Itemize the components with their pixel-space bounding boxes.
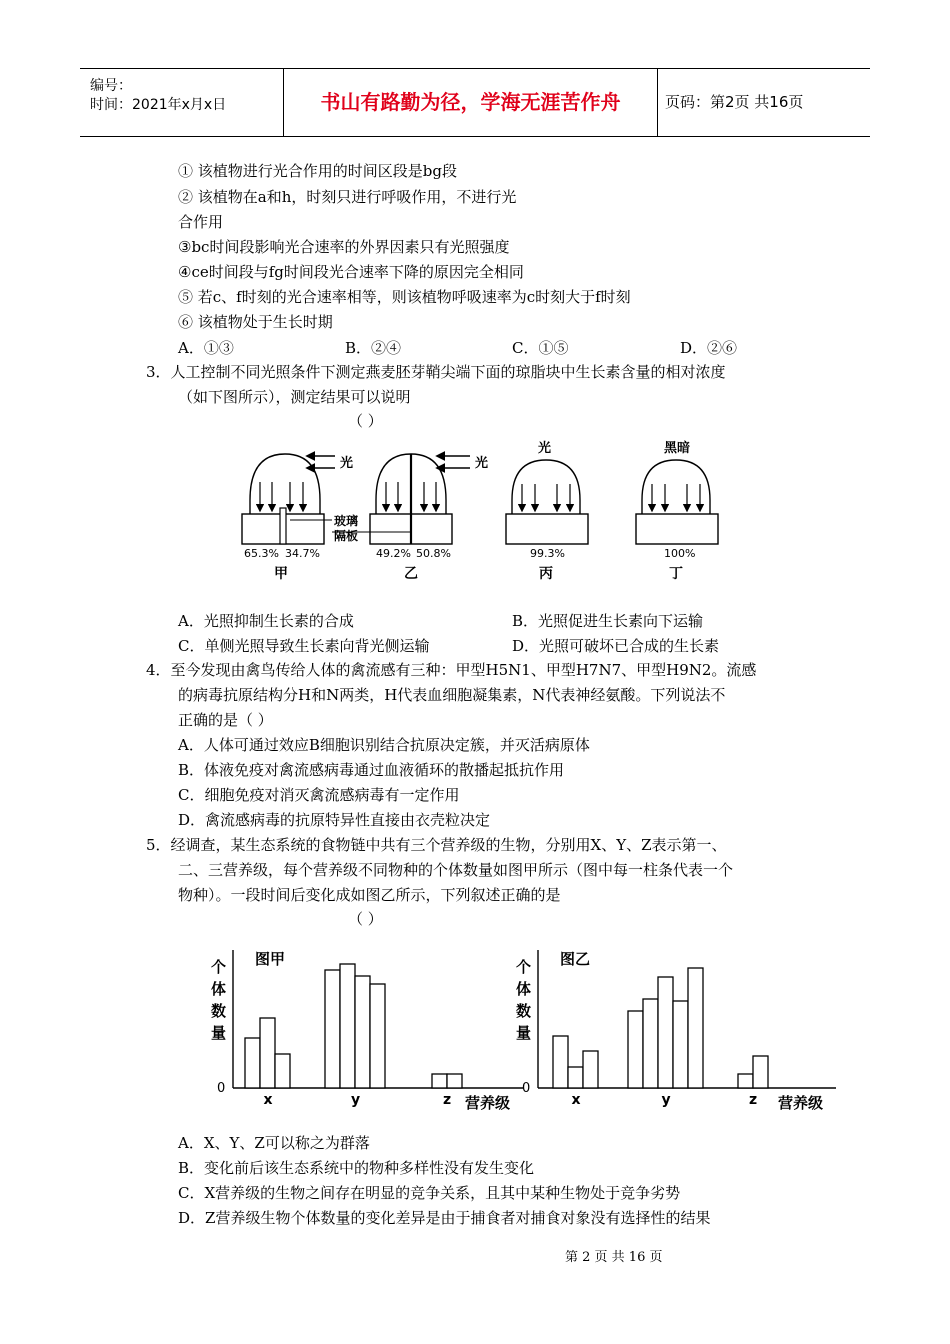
q5-stem: 二、三营养级，每个营养级不同物种的个体数量如图甲所示（图中每一柱条代表一个: [178, 861, 734, 879]
bar: [340, 964, 355, 1088]
dark-label: 黑暗: [664, 441, 691, 456]
q2-item: ④ce时间段与fg时间段光合速率下降的原因完全相同: [178, 263, 524, 281]
category-label: x: [571, 1092, 581, 1108]
q2-option: B．②④: [345, 339, 402, 357]
q2-option: C．①⑤: [512, 339, 569, 357]
bar: [568, 1067, 583, 1088]
setup-bing: [506, 440, 588, 582]
category-label: z: [443, 1092, 452, 1108]
label-yi: 乙: [404, 566, 418, 582]
page-footer: 第 2 页 共 16 页: [565, 1250, 663, 1265]
q4-option: A．人体可通过效应B细胞识别结合抗原决定簇，并灭活病原体: [178, 736, 590, 754]
q3-stem: 3．人工控制不同光照条件下测定燕麦胚芽鞘尖端下面的琼脂块中生长素含量的相对浓度: [146, 363, 726, 381]
q5-option: C．X营养级的生物之间存在明显的竞争关系，且其中某种生物处于竞争劣势: [178, 1184, 681, 1202]
coleoptile-figure: [230, 432, 730, 592]
q2-item: ① 该植物进行光合作用的时间区段是bg段: [178, 162, 457, 180]
q3-option: D．光照可破坏已合成的生长素: [512, 637, 720, 655]
chart-jia: [205, 940, 525, 1115]
y-axis-label: 体: [516, 980, 532, 998]
category-label: z: [749, 1092, 758, 1108]
q2-option: D．②⑥: [680, 339, 738, 357]
bar: [658, 977, 673, 1088]
bar: [583, 1051, 598, 1088]
bar: [673, 1001, 688, 1088]
origin-label: 0: [522, 1081, 531, 1096]
q4-stem: 的病毒抗原结构分H和N两类，H代表血细胞凝集素，N代表神经氨酸。下列说法不: [178, 686, 726, 704]
bar: [325, 970, 340, 1088]
bar: [643, 999, 658, 1088]
light-label: 光: [475, 456, 489, 471]
q2-item: ③bc时间段影响光合速率的外界因素只有光照强度: [178, 238, 510, 256]
q4-option: D．禽流感病毒的抗原特异性直接由衣壳粒决定: [178, 811, 491, 829]
yi-right-value: 50.8%: [416, 547, 451, 560]
bar: [245, 1038, 260, 1088]
q2-item: ⑤ 若c、f时刻的光合速率相等，则该植物呼吸速率为c时刻大于f时刻: [178, 288, 631, 306]
jia-left-value: 65.3%: [244, 547, 279, 560]
header-page-info: 页码：第2页 共16页: [665, 93, 804, 111]
y-axis-label: 量: [516, 1024, 532, 1042]
bar: [628, 1011, 643, 1088]
bar: [738, 1074, 753, 1088]
y-axis-label: 数: [211, 1002, 227, 1020]
q3-option: C．单侧光照导致生长素向背光侧运输: [178, 637, 430, 655]
setup-ding: [636, 440, 718, 582]
bar: [355, 976, 370, 1088]
label-ding: 丁: [669, 566, 683, 582]
ding-value: 100%: [664, 547, 696, 560]
category-label: y: [351, 1092, 361, 1108]
q5-answer-paren: （ ）: [348, 910, 383, 928]
header-number: 编号：: [90, 78, 132, 94]
chart-yi: [510, 940, 840, 1115]
page-header: [80, 68, 870, 137]
y-axis-label: 数: [516, 1002, 532, 1020]
bar: [275, 1054, 290, 1088]
light-label: 光: [340, 456, 354, 471]
q3-option: B．光照促进生长素向下运输: [512, 612, 704, 630]
bar: [260, 1018, 275, 1088]
category-label: y: [661, 1092, 671, 1108]
q5-stem: 物种）。一段时间后变化成如图乙所示，下列叙述正确的是: [178, 886, 561, 904]
bar: [553, 1036, 568, 1088]
q3-option: A．光照抑制生长素的合成: [178, 612, 354, 630]
bar: [753, 1056, 768, 1088]
q4-option: B．体液免疫对禽流感病毒通过血液循环的散播起抵抗作用: [178, 761, 565, 779]
q3-answer-paren: （ ）: [348, 412, 383, 430]
bar: [447, 1074, 462, 1088]
jia-right-value: 34.7%: [285, 547, 320, 560]
glass-label-1: 玻璃: [334, 514, 359, 528]
origin-label: 0: [217, 1081, 226, 1096]
q4-option: C．细胞免疫对消灭禽流感病毒有一定作用: [178, 786, 460, 804]
q5-option: B．变化前后该生态系统中的物种多样性没有发生变化: [178, 1159, 535, 1177]
bar: [432, 1074, 447, 1088]
header-meta: [80, 69, 284, 136]
label-jia: 甲: [274, 566, 288, 582]
glass-label-2: 隔板: [334, 529, 359, 543]
q2-item: 合作用: [178, 213, 224, 231]
q4-stem: 正确的是（ ）: [178, 711, 273, 729]
y-axis-label: 体: [211, 980, 227, 998]
q4-stem: 4．至今发现由禽鸟传给人体的禽流感有三种：甲型H5N1、甲型H7N7、甲型H9N2。流感: [146, 661, 757, 679]
x-axis-label: 营养级: [778, 1094, 824, 1112]
y-axis-label: 个: [211, 958, 227, 976]
setup-yi: [370, 454, 488, 582]
chart-title: 图乙: [560, 950, 591, 968]
q5-stem: 5．经调查，某生态系统的食物链中共有三个营养级的生物，分别用X、Y、Z表示第一、: [146, 836, 727, 854]
label-bing: 丙: [539, 566, 553, 582]
y-axis-label: 量: [211, 1024, 227, 1042]
bar: [370, 984, 385, 1088]
q2-option: A．①③: [178, 339, 234, 357]
y-axis-label: 个: [516, 958, 532, 976]
header-motto: 书山有路勤为径，学海无涯苦作舟: [284, 69, 658, 136]
bar: [688, 968, 703, 1088]
chart-title: 图甲: [255, 950, 286, 968]
bing-value: 99.3%: [530, 547, 565, 560]
q5-option: A．X、Y、Z可以称之为群落: [178, 1134, 370, 1152]
category-label: x: [263, 1092, 273, 1108]
q3-stem: （如下图所示），测定结果可以说明: [178, 388, 411, 406]
q2-item: ② 该植物在a和h，时刻只进行呼吸作用，不进行光: [178, 188, 517, 206]
q5-option: D．Z营养级生物个体数量的变化差异是由于捕食者对捕食对象没有选择性的结果: [178, 1209, 711, 1227]
header-date: 时间：2021年x月x日: [90, 97, 227, 113]
yi-left-value: 49.2%: [376, 547, 411, 560]
x-axis-label: 营养级: [465, 1094, 511, 1112]
q2-item: ⑥ 该植物处于生长时期: [178, 313, 333, 331]
light-label: 光: [538, 441, 552, 456]
